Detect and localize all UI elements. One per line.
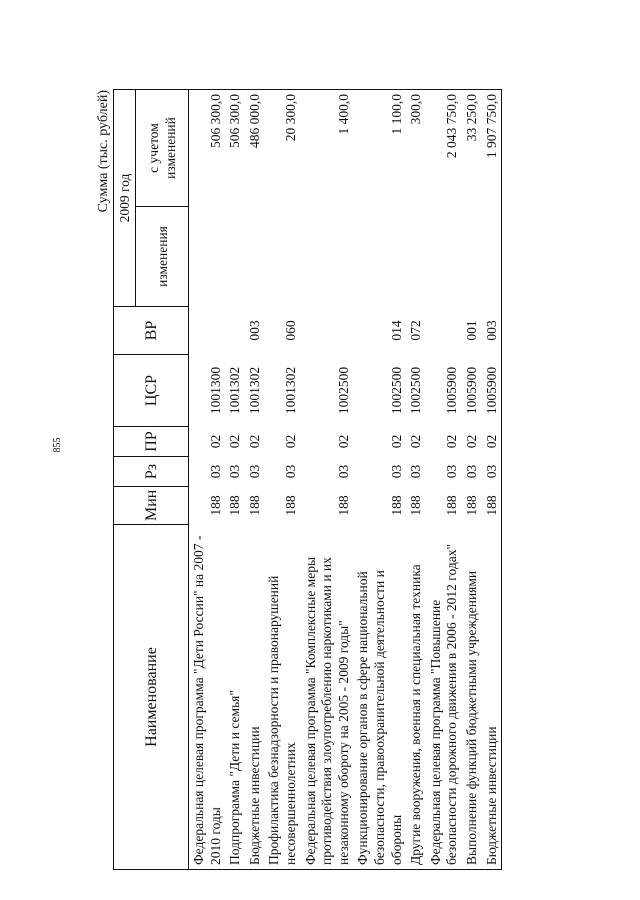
row-rz: 03 [246, 464, 262, 479]
header-pr: ПР [114, 427, 189, 457]
row-pr: 02 [463, 434, 479, 449]
row-total: 506 300,0 [225, 90, 245, 207]
row-name: Выполнение функций бюджетными учреждениями [462, 525, 482, 870]
header-year: 2009 год [114, 90, 136, 307]
row-total: 1 100,0 [353, 90, 406, 207]
header-csr: ЦСР [114, 355, 189, 427]
row-min: 188 [408, 495, 424, 516]
row-vr [426, 307, 462, 355]
row-min: 188 [335, 495, 351, 516]
row-csr: 1005900 [463, 366, 479, 415]
table-row [301, 90, 354, 870]
row-changes [264, 207, 300, 307]
row-min: 188 [482, 487, 502, 525]
row-name: Подпрограмма "Дети и семья" [225, 525, 245, 870]
row-rz: 03 [444, 464, 460, 479]
row-changes [482, 207, 502, 307]
row-vr: 001 [463, 320, 479, 341]
row-pr: 02 [246, 434, 262, 449]
row-total: 506 300,0 [189, 90, 226, 207]
table-row [462, 90, 482, 870]
table-header [114, 90, 189, 870]
row-min: 188 [227, 495, 243, 516]
row-pr: 02 [408, 434, 424, 449]
header-rz: Рз [114, 457, 189, 487]
row-csr: 1005900 [482, 355, 502, 427]
row-csr: 1001302 [246, 366, 262, 415]
row-vr: 014 [388, 320, 404, 341]
table-row [482, 90, 502, 870]
row-vr [301, 307, 354, 355]
row-min: 188 [282, 495, 298, 516]
row-vr [189, 307, 226, 355]
row-rz: 03 [227, 464, 243, 479]
row-min: 188 [388, 495, 404, 516]
row-total: 486 000,0 [245, 90, 265, 207]
header-vr: ВР [114, 307, 189, 355]
row-changes [462, 207, 482, 307]
row-name: Бюджетные инвестиции [245, 525, 265, 870]
header-name: Наименование [114, 525, 189, 870]
row-pr: 02 [282, 434, 298, 449]
row-rz: 03 [335, 464, 351, 479]
row-csr: 1005900 [444, 366, 460, 415]
row-vr: 003 [482, 307, 502, 355]
row-csr: 1002500 [408, 366, 424, 415]
row-name: Бюджетные инвестиции [482, 525, 502, 870]
table-row [406, 90, 426, 870]
row-changes [225, 207, 245, 307]
table-row [245, 90, 265, 870]
row-name: Федеральная целевая программа "Комплексные меры противодействия злоупотреблению наркотиками и их незаконному обороту на 2005 - 2009 годы" [301, 525, 354, 870]
table-row [225, 90, 245, 870]
row-pr: 02 [444, 434, 460, 449]
row-csr: 1001302 [282, 366, 298, 415]
row-pr: 02 [335, 434, 351, 449]
row-vr [225, 307, 245, 355]
row-rz: 03 [463, 464, 479, 479]
row-name: Профилактика безнадзорности и правонарушений несовершеннолетних [264, 525, 300, 870]
table-body [189, 90, 502, 870]
row-rz: 03 [388, 464, 404, 479]
page-number: 855 [52, 437, 63, 453]
row-pr: 02 [227, 434, 243, 449]
header-with-changes: с учетом изменений [136, 90, 189, 207]
row-min: 188 [207, 495, 223, 516]
row-pr: 02 [207, 434, 223, 449]
row-changes [353, 207, 406, 307]
row-total: 300,0 [406, 90, 426, 207]
rotated-page-content [95, 90, 565, 870]
header-changes: изменения [136, 207, 189, 307]
row-rz: 03 [207, 464, 223, 479]
row-name: Федеральная целевая программа "Дети России" на 2007 - 2010 годы [189, 525, 226, 870]
header-min: Мин [114, 487, 189, 525]
row-total: 1 400,0 [301, 90, 354, 207]
table-row [264, 90, 300, 870]
row-changes [426, 207, 462, 307]
row-total: 33 250,0 [462, 90, 482, 207]
table-row [353, 90, 406, 870]
row-vr: 003 [246, 320, 262, 341]
row-changes [245, 207, 265, 307]
unit-caption: Сумма (тыс. рублей) [96, 90, 111, 213]
row-min: 188 [463, 495, 479, 516]
row-changes [189, 207, 226, 307]
row-csr: 1002500 [388, 366, 404, 415]
row-csr: 1001302 [227, 366, 243, 415]
row-vr: 060 [282, 320, 298, 341]
row-vr: 072 [408, 320, 424, 341]
row-rz: 03 [282, 464, 298, 479]
row-rz: 03 [482, 457, 502, 487]
row-changes [301, 207, 354, 307]
table-row [189, 90, 226, 870]
row-name: Другие вооружения, военная и специальная техника [406, 525, 426, 870]
row-pr: 02 [482, 427, 502, 457]
row-name: Функционирование органов в сфере национальной безопасности, правоохранительной деятельности и обороны [353, 525, 406, 870]
row-min: 188 [444, 495, 460, 516]
row-min: 188 [246, 495, 262, 516]
budget-table [113, 89, 502, 870]
row-total: 20 300,0 [264, 90, 300, 207]
row-csr: 1002500 [335, 366, 351, 415]
row-rz: 03 [408, 464, 424, 479]
table-row [426, 90, 462, 870]
row-name: Федеральная целевая программа "Повышение безопасности дорожного движения в 2006 - 2012 годах" [426, 525, 462, 870]
row-total: 1 907 750,0 [482, 90, 502, 207]
row-total: 2 043 750,0 [426, 90, 462, 207]
row-changes [406, 207, 426, 307]
row-pr: 02 [388, 434, 404, 449]
row-csr: 1001300 [207, 366, 223, 415]
